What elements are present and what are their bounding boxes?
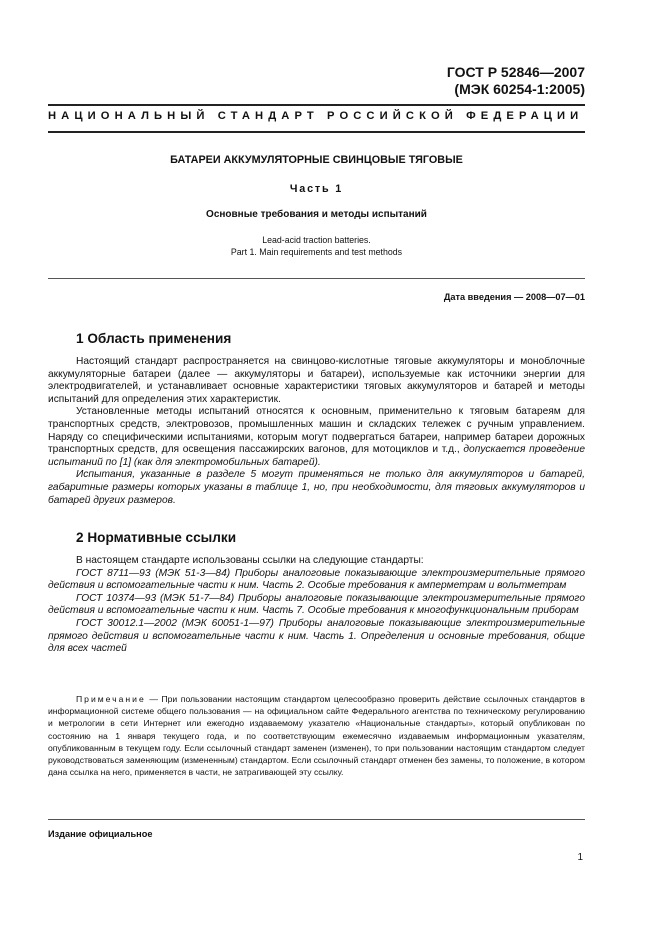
section-2-body [48, 555, 585, 656]
section-1-paragraph-3: Испытания, указанные в разделе 5 могут применяться не только для аккумуляторов и батарей, габаритные размеры которых указаны в таблице 1, но, при необходимости, для тяговых аккумуляторов и батарей других размеров. [48, 469, 585, 506]
document-subtitle: Основные требования и методы испытаний [206, 209, 427, 220]
section-1-paragraph-2-italic: допускается проведение испытаний по [1] (как для электромобильных батарей). [48, 444, 585, 468]
page-number: 1 [577, 852, 583, 863]
english-title-line2: Part 1. Main requirements and test methods [230, 247, 403, 257]
header-rule-bottom [48, 131, 585, 133]
reference-gost-30012: ГОСТ 30012.1—2002 (МЭК 60051-1—97) Приборы аналоговые показывающие электроизмерительные прямого действия и вспомогательные части к ним. Часть 1. Определения и основные требования, общие для всех частей [48, 617, 585, 655]
note-label: Примечание [76, 694, 146, 704]
reference-gost-10374: ГОСТ 10374—93 (МЭК 51-7—84) Приборы аналоговые показывающие электроизмерительные прямого действия и вспомогательные части к ним. Часть 7. Особые требования к многофункциональным приборам [48, 592, 585, 617]
official-edition-label: Издание официальное [48, 829, 153, 839]
english-title-line1: Lead-acid traction batteries. [262, 235, 371, 245]
english-title [48, 234, 585, 258]
header-rule-top [48, 104, 585, 106]
section-2-intro: В настоящем стандарте использованы ссылки на следующие стандарты: [76, 555, 424, 566]
iec-number: (МЭК 60254-1:2005) [454, 81, 585, 97]
section-1-body [48, 356, 585, 507]
reference-gost-8711: ГОСТ 8711—93 (МЭК 51-3—84) Приборы аналоговые показывающие электроизмерительные прямого действия и вспомогательные части к ним. Часть 2. Особые требования к амперметрам и вольтметрам [48, 567, 585, 592]
section-1-paragraph-2-text: Установленные методы испытаний относятся к основным, применительно к тяговым батареям для транспортных средств, электровозов, промышленных машин и складских тележек с ручным управлением. Наряду со специфическими испытаниями, которым могут подвергаться батареи, например батареи дорожных транспортных средств, для освещения пассажирских вагонов, для мотоциклов и т.д., [48, 406, 585, 456]
section-1-heading: 1 Область применения [76, 331, 232, 346]
title-rule [48, 278, 585, 279]
note-block [48, 693, 585, 778]
national-standard-banner: НАЦИОНАЛЬНЫЙ СТАНДАРТ РОССИЙСКОЙ ФЕДЕРАЦИИ [48, 110, 584, 122]
section-2-heading: 2 Нормативные ссылки [76, 530, 237, 545]
introduction-date: Дата введения — 2008—07—01 [443, 292, 585, 302]
note-paragraph [48, 693, 585, 778]
standard-code [447, 64, 585, 98]
document-title: БАТАРЕИ АККУМУЛЯТОРНЫЕ СВИНЦОВЫЕ ТЯГОВЫЕ [170, 154, 463, 166]
part-number: Часть 1 [289, 183, 344, 195]
section-1-paragraph-1: Настоящий стандарт распространяется на свинцово-кислотные тяговые аккумуляторы и моноблочные аккумуляторные батареи (далее — аккумуляторы и батареи), используемые как источники энергии для электродвигателей, и устанавливает основные характеристики тяговых аккумуляторов и батарей и методы испытаний для определения этих характеристик. [48, 356, 585, 405]
section-1-paragraph-2 [48, 406, 585, 469]
gost-number: ГОСТ Р 52846—2007 [446, 64, 585, 80]
footer-rule [48, 819, 585, 820]
note-text: — При пользовании настоящим стандартом целесообразно проверить действие ссылочных стандартов в информационной системе общего пользования — на официальном сайте Федерального агентства по техническому регулированию и метрологии в сети Интернет или ежегодно издаваемому указателю «Национальные стандарты», который опубликован по состоянию на 1 января текущего года, и по соответствующим ежемесячно издаваемым информационным указателям, опубликованным в текущем году. Если ссылочный стандарт заменен (изменен), то при пользовании настоящим стандартом следует руководствоваться заменяющим (измененным) стандартом. Если ссылочный стандарт отменен без замены, то положение, в котором дана ссылка на него, применяется в части, не затрагивающей эту ссылку. [48, 694, 585, 778]
